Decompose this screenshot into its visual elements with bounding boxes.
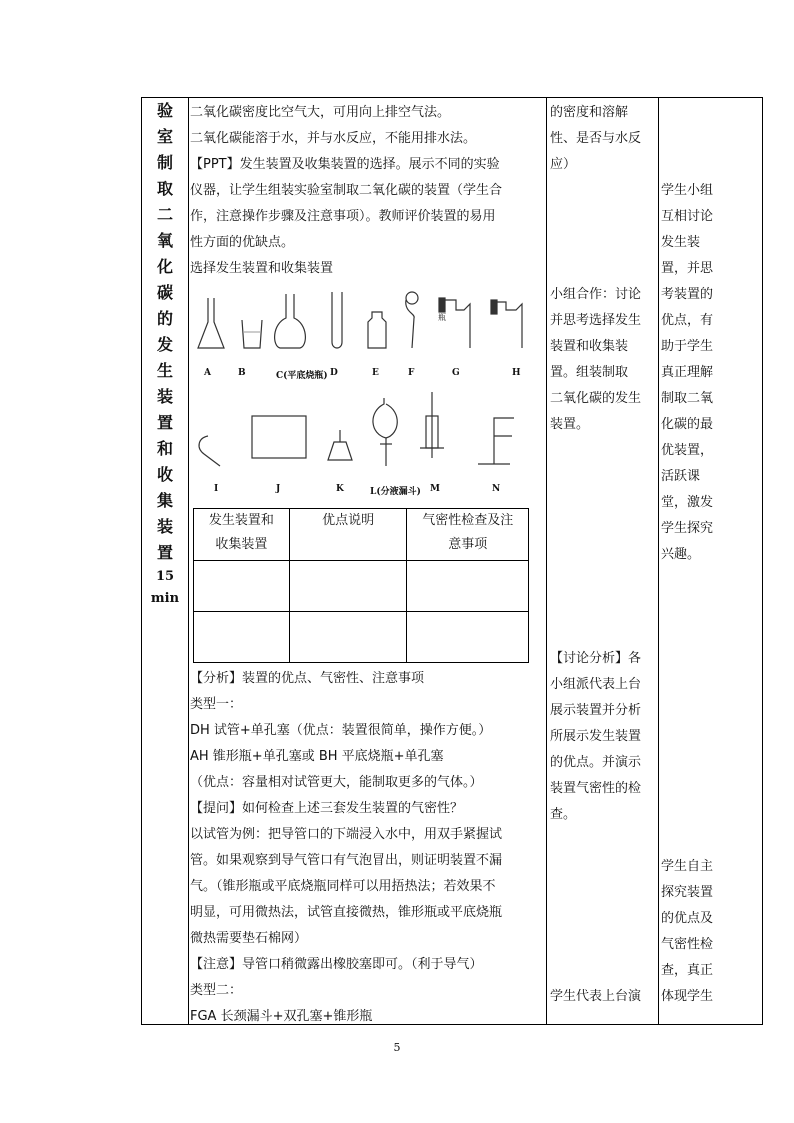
title-char: 集 [156,491,173,510]
text-line: 体现学生 [661,989,714,1004]
table-header-advantages: 优点说明 [322,513,375,528]
iron-stand-icon [478,418,514,464]
text-line: 装置。 [550,417,590,432]
conical-flask-icon [198,298,224,348]
student-block-1 [550,100,658,178]
apparatus-label: N [492,484,501,494]
table-row [194,612,529,663]
apparatus-label: K [336,484,344,494]
text-line: 并思考选择发生 [550,313,642,328]
text-line: 优装置， [661,443,714,458]
apparatus-label: L(分液漏斗) [370,487,421,497]
text-line: 【注意】导管口稍微露出橡胶塞即可。（利于导气） [190,957,483,972]
alcohol-lamp-icon [328,442,352,460]
text-line: 考装置的 [661,287,714,302]
section-title-chars [142,98,188,566]
text-line: 的密度和溶解 [550,105,629,120]
g-tag: 瓶 [438,313,446,322]
title-char: 碳 [156,283,173,302]
apparatus-figure [194,288,534,503]
text-line: 查，真正 [661,963,714,978]
apparatus-label: A [204,368,211,378]
text-line: 【提问】如何检查上述三套发生装置的气密性？ [190,801,464,816]
column-divider [188,98,189,1024]
text-line: 微热需要垫石棉网） [190,931,308,946]
apparatus-label: D [330,368,338,378]
text-line: 真正理解 [661,365,714,380]
text-line: 二氧化碳能溶于水，并与水反应，不能用排水法。 [190,131,477,146]
text-line: 仪器，让学生组装实验室制取二氧化碳的装置（学生合 [190,183,503,198]
column-divider [658,98,659,1024]
text-line: 作，注意操作步骤及注意事项）。教师评价装置的易用 [190,209,496,224]
title-char: 装 [156,387,173,406]
bent-tube-icon [199,436,220,466]
text-line: 学生自主 [661,859,714,874]
text-line: AH 锥形瓶+单孔塞或 BH 平底烧瓶+单孔塞 [190,749,444,764]
title-char: 氧 [156,231,173,250]
text-line: 化碳的最 [661,417,714,432]
student-block-4 [550,984,658,1010]
text-line: 探究装置 [661,885,714,900]
title-char: 验 [156,101,173,120]
apparatus-label: E [372,368,379,378]
text-line: 应） [550,157,577,172]
intent-block-2 [661,854,761,1010]
glass-plate-icon [252,416,306,458]
text-line: 展示装置并分析 [550,703,642,718]
text-line: 学生探究 [661,521,714,536]
text-line: 的优点。并演示 [550,755,642,770]
title-char: 置 [156,413,173,432]
title-char: 装 [156,517,173,536]
time-number: 15 [155,569,175,584]
stopper-tube-g-icon [442,300,470,348]
text-line: 装置和收集装 [550,339,629,354]
text-line: 制取二氧 [661,391,714,406]
text-line: 类型二： [190,983,243,998]
table-header-airtightness-2: 意事项 [448,537,488,552]
text-line: FGA 长颈漏斗+双孔塞+锥形瓶 [190,1009,373,1024]
flat-bottom-flask-icon [275,294,306,348]
apparatus-label: M [430,484,440,494]
apparatus-drawing [194,288,534,503]
apparatus-label: I [214,484,219,494]
table-header-device-2: 收集装置 [215,537,268,552]
teacher-activity-column [190,100,545,282]
page-number: 5 [393,1041,401,1054]
apparatus-label: B [238,368,246,378]
title-char: 二 [156,205,173,224]
title-char: 室 [156,127,173,146]
bulb-icon [406,292,418,304]
text-line: 性方面的优缺点。 [190,235,295,250]
device-comparison-table [193,508,529,663]
text-line: 置，并思 [661,261,714,276]
text-line: 以试管为例：把导管口的下端浸入水中，用双手紧握试 [190,827,503,842]
text-line: 查。 [550,807,577,822]
text-line: 气。（锥形瓶或平底烧瓶同样可以用捂热法；若效果不 [190,879,496,894]
text-line: 选择发生装置和收集装置 [190,261,334,276]
student-block-2 [550,282,658,438]
text-line: 优点，有 [661,313,714,328]
title-char: 制 [156,153,173,172]
apparatus-label: J [276,484,281,494]
text-line: 二氧化碳密度比空气大，可用向上排空气法。 [190,105,451,120]
text-line: 气密性检 [661,937,714,952]
gas-bottle-icon [368,312,386,348]
text-line: DH 试管+单孔塞（优点：装置很简单，操作方便。） [190,723,492,738]
text-line: 装置气密性的检 [550,781,642,796]
title-char: 生 [156,361,173,380]
table-header-device: 发生装置和 [208,513,274,528]
table-row [194,561,529,612]
intent-block-1 [661,178,761,568]
table-header-airtightness: 气密性检查及注 [422,513,514,528]
text-line: 类型一： [190,697,243,712]
column-divider [546,98,547,1024]
text-line: 【分析】装置的优点、气密性、注意事项 [190,671,425,686]
intro-text [190,100,545,282]
text-line: 性、是否与水反 [550,131,642,146]
test-tube-icon [332,292,342,348]
beaker-icon [242,320,262,348]
text-line: 【讨论分析】各 [550,651,642,666]
text-line: 学生代表上台演 [550,989,642,1004]
text-line: 堂，激发 [661,495,714,510]
apparatus-label: H [512,368,521,378]
text-line: 学生小组 [661,183,714,198]
title-char: 和 [156,439,173,458]
text-line: （优点：容量相对试管更大，能制取更多的气体。） [190,775,483,790]
text-line: 明显，可用微热法，试管直接微热，锥形瓶或平底烧瓶 [190,905,503,920]
text-line: 助于学生 [661,339,714,354]
title-char: 的 [156,309,173,328]
text-line: 【PPT】发生装置及收集装置的选择。展示不同的实验 [190,157,500,172]
text-line: 小组合作：讨论 [550,287,642,302]
apparatus-label: G [452,368,460,378]
lesson-table [141,97,763,1025]
text-line: 置。组装制取 [550,365,629,380]
apparatus-label: C(平底烧瓶) [276,371,328,381]
analysis-text [190,666,545,1030]
text-line: 发生装 [661,235,701,250]
text-line: 的优点及 [661,911,714,926]
title-char: 化 [156,257,173,276]
text-line: 兴趣。 [661,547,701,562]
text-line: 活跃课 [661,469,701,484]
title-char: 收 [156,465,173,484]
section-title-column [142,98,188,610]
text-line: 小组派代表上台 [550,677,642,692]
text-line: 管。如果观察到导气管口有气泡冒出，则证明装置不漏 [190,853,503,868]
title-char: 取 [156,179,173,198]
separatory-funnel-icon [373,398,386,466]
text-line: 二氧化碳的发生 [550,391,642,406]
text-line: 所展示发生装置 [550,729,642,744]
student-block-3 [550,646,658,828]
text-line: 互相讨论 [661,209,714,224]
title-char: 发 [156,335,173,354]
stopper-tube-h-icon [494,302,522,348]
apparatus-label: F [408,368,415,378]
time-unit: min [150,591,180,606]
title-char: 置 [156,543,173,562]
